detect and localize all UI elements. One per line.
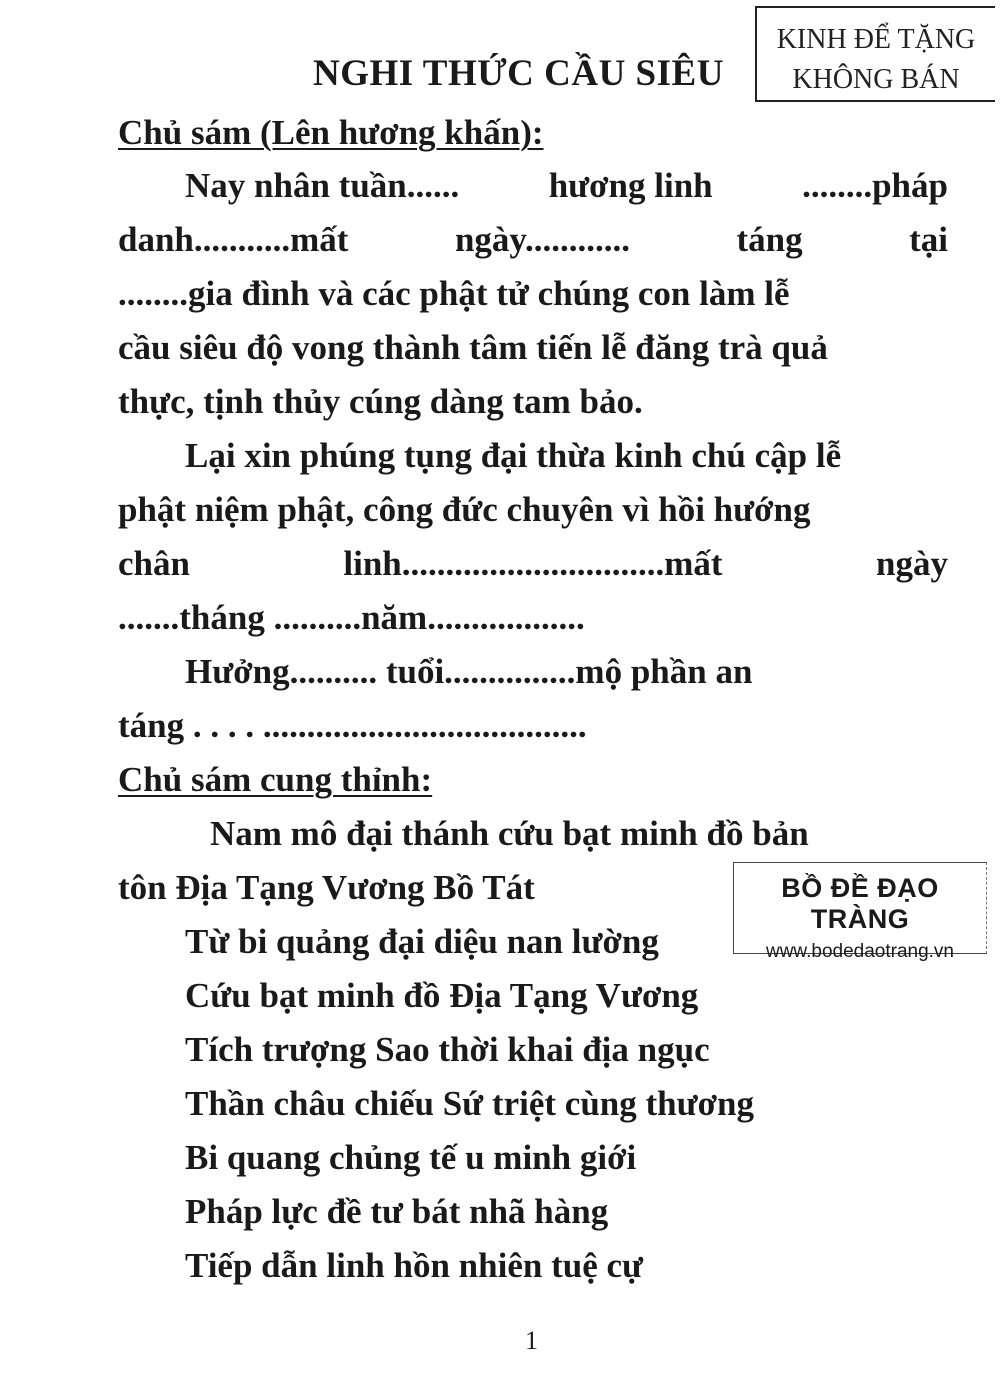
text-line: Lại xin phúng tụng đại thừa kinh chú cập lễ <box>185 436 842 475</box>
text-line: cầu siêu độ vong thành tâm tiến lễ đăng trà quả <box>118 328 828 367</box>
text-line: Nay nhân tuần...... hương linh ........pháp <box>185 166 948 205</box>
verse-line: Pháp lực đề tư bát nhã hàng <box>185 1192 609 1231</box>
text-line: ........gia đình và các phật tử chúng con làm lễ <box>118 274 790 313</box>
text-line: táng . . . . ..................................... <box>118 706 587 745</box>
verse-line: Bi quang chủng tế u minh giới <box>185 1138 637 1177</box>
watermark-url: www.bodedaotrang.vn <box>765 941 954 962</box>
watermark-title: BỒ ĐỀ ĐẠO TRÀNG <box>781 873 939 934</box>
text-line: danh...........mất ngày............ táng tại <box>118 220 948 259</box>
section-heading-cung-thinh: Chủ sám cung thỉnh: <box>118 760 433 799</box>
text-line: chân linh..............................mất ngày <box>118 544 948 583</box>
text-line: thực, tịnh thủy cúng dàng tam bảo. <box>118 382 643 421</box>
verse-line: Tiếp dẫn linh hồn nhiên tuệ cự <box>185 1246 644 1285</box>
verse-line: Thần châu chiếu Sứ triệt cùng thương <box>185 1084 754 1123</box>
verse-line: Tích trượng Sao thời khai địa ngục <box>185 1030 710 1069</box>
text-line: Hưởng.......... tuổi...............mộ phần an <box>185 652 753 691</box>
stamp-line-1: KINH ĐỂ TẶNG <box>776 24 976 55</box>
verse-line: Cứu bạt minh đồ Địa Tạng Vương <box>185 976 699 1015</box>
donation-stamp <box>755 6 995 102</box>
text-line: .......tháng ..........năm.................. <box>118 598 585 637</box>
page-title: NGHI THỨC CẦU SIÊU <box>313 53 724 94</box>
watermark-stamp <box>733 862 987 962</box>
verse-line: Từ bi quảng đại diệu nan lường <box>185 922 659 961</box>
section-heading-chu-sam: Chủ sám (Lên hương khấn): <box>118 113 544 152</box>
page-number: 1 <box>525 1326 538 1355</box>
verse-line: tôn Địa Tạng Vương Bồ Tát <box>118 868 535 907</box>
stamp-line-2: KHÔNG BÁN <box>792 64 960 95</box>
verse-line: Nam mô đại thánh cứu bạt minh đồ bản <box>210 814 809 853</box>
text-line: phật niệm phật, công đức chuyên vì hồi hướng <box>118 490 811 529</box>
